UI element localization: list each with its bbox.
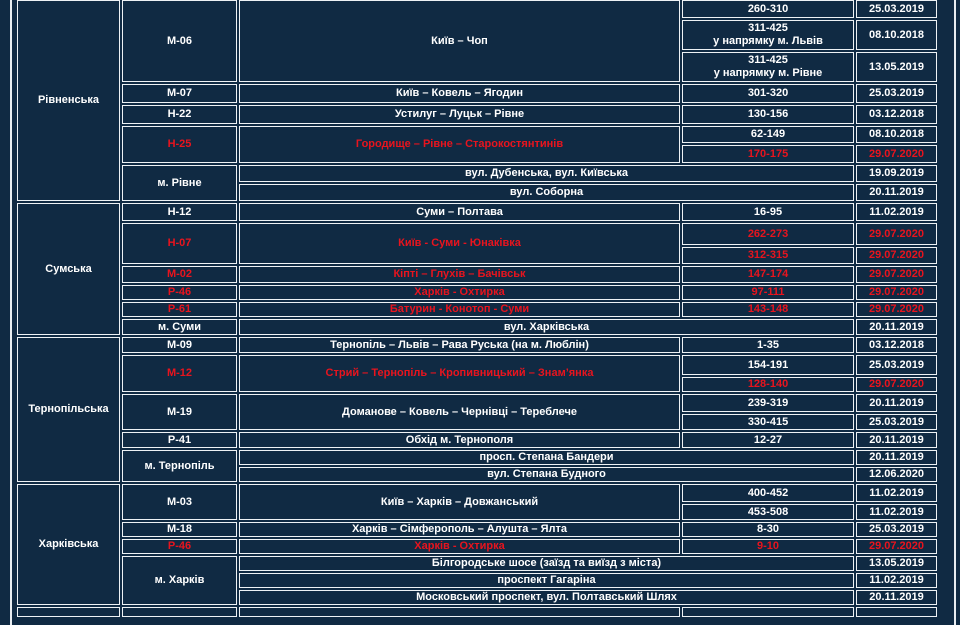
road-code-cell: Н-07	[122, 223, 237, 264]
road-name-cell: Кіпті – Глухів – Бачівськ	[239, 266, 680, 283]
date-cell: 29.07.2020	[856, 247, 937, 264]
table-row-next-section-cutoff	[17, 607, 937, 617]
km-cell	[682, 337, 854, 353]
km-range: 12-27	[753, 433, 783, 446]
date-cell: 20.11.2019	[856, 184, 937, 201]
date-cell: 03.12.2018	[856, 105, 937, 124]
km-range: 262-273	[747, 227, 789, 240]
date-cell: 25.03.2019	[856, 355, 937, 375]
street-name-cell: вул. Харківська	[239, 319, 854, 335]
km-cell	[682, 247, 854, 264]
road-code-cell: М-09	[122, 337, 237, 353]
table-row	[17, 266, 937, 283]
table-row	[17, 105, 937, 124]
km-cell	[682, 145, 854, 163]
km-cell	[682, 432, 854, 448]
km-direction-note: у напрямку м. Рівне	[713, 67, 823, 79]
road-name-cell: Київ – Чоп	[239, 0, 680, 82]
date-cell: 08.10.2018	[856, 20, 937, 50]
table-row	[17, 203, 937, 221]
road-code-cell: Р-61	[122, 302, 237, 317]
km-range: 9-10	[756, 540, 780, 552]
date-cell: 29.07.2020	[856, 223, 937, 245]
km-range: 154-191	[747, 358, 789, 371]
km-cell	[682, 126, 854, 143]
street-name-cell: Білгородське шосе (заїзд та виїзд з міста)	[239, 556, 854, 571]
table-row	[17, 126, 937, 143]
km-range: 453-508	[747, 505, 789, 518]
road-code-cell: М-06	[122, 0, 237, 82]
road-code-cell: м. Суми	[122, 319, 237, 335]
km-cell	[682, 84, 854, 103]
date-cell: 29.07.2020	[856, 145, 937, 163]
table-row	[17, 337, 937, 353]
road-code-cell: Р-46	[122, 539, 237, 554]
km-range: 260-310	[747, 2, 789, 15]
region-cell: Тернопільська	[17, 337, 120, 482]
date-cell: 12.06.2020	[856, 467, 937, 482]
road-name-cell: Городище – Рівне – Старокостянтинів	[239, 126, 680, 163]
km-cell	[682, 52, 854, 82]
date-cell: 20.11.2019	[856, 432, 937, 448]
date-cell: 03.12.2018	[856, 337, 937, 353]
km-cell	[682, 539, 854, 554]
table-row	[17, 450, 937, 465]
km-range: 400-452	[747, 486, 789, 499]
km-cell	[682, 607, 854, 617]
table-row	[17, 394, 937, 412]
km-range: 170-175	[747, 147, 789, 160]
km-cell	[682, 302, 854, 317]
road-name-cell: Харків - Охтирка	[239, 539, 680, 554]
km-range: 1-35	[756, 338, 780, 351]
km-range: 128-140	[747, 378, 789, 391]
km-cell	[682, 414, 854, 430]
region-cell	[17, 607, 120, 617]
km-direction-note: у напрямку м. Львів	[713, 35, 823, 47]
road-code-cell: М-03	[122, 484, 237, 520]
street-name-cell: проспект Гагаріна	[239, 573, 854, 588]
road-code-cell: м. Харків	[122, 556, 237, 605]
road-name-cell: Харків - Охтирка	[239, 285, 680, 300]
date-cell: 29.07.2020	[856, 266, 937, 283]
km-range: 8-30	[756, 523, 780, 536]
road-code-cell: м. Рівне	[122, 165, 237, 201]
road-name-cell: Київ - Суми - Юнаківка	[239, 223, 680, 264]
date-cell: 13.05.2019	[856, 556, 937, 571]
km-cell	[682, 394, 854, 412]
date-cell: 11.02.2019	[856, 484, 937, 502]
km-range: 16-95	[753, 205, 783, 218]
date-cell: 29.07.2020	[856, 377, 937, 392]
road-name-cell: Доманове – Ковель – Чернівці – Тереблече	[239, 394, 680, 430]
road-code-cell: М-12	[122, 355, 237, 392]
date-cell: 20.11.2019	[856, 319, 937, 335]
road-code-cell: Н-22	[122, 105, 237, 124]
table-row	[17, 165, 937, 182]
road-name-cell: Суми – Полтава	[239, 203, 680, 221]
km-range: 97-111	[751, 286, 785, 299]
road-name-cell: Обхід м. Тернополя	[239, 432, 680, 448]
km-range: 330-415	[747, 415, 789, 428]
street-name-cell: просп. Степана Бандери	[239, 450, 854, 465]
table-row	[17, 285, 937, 300]
km-cell	[682, 522, 854, 537]
date-cell: 25.03.2019	[856, 414, 937, 430]
region-cell: Харківська	[17, 484, 120, 605]
km-cell	[682, 105, 854, 124]
date-cell: 11.02.2019	[856, 573, 937, 588]
date-cell: 29.07.2020	[856, 285, 937, 300]
km-range: 311-425	[748, 54, 788, 67]
table-row	[17, 484, 937, 502]
table-row	[17, 355, 937, 375]
street-name-cell: вул. Степана Будного	[239, 467, 854, 482]
km-range: 147-174	[747, 268, 789, 281]
km-range: 130-156	[747, 108, 789, 121]
road-code-cell: М-19	[122, 394, 237, 430]
km-range: 312-315	[747, 249, 789, 262]
table-outer-border-right	[954, 0, 956, 625]
street-name-cell: вул. Дубенська, вул. Київська	[239, 165, 854, 182]
km-cell	[682, 285, 854, 300]
date-cell: 29.07.2020	[856, 539, 937, 554]
road-name-cell: Батурин - Конотоп - Суми	[239, 302, 680, 317]
table-row	[17, 432, 937, 448]
date-cell: 20.11.2019	[856, 590, 937, 605]
date-cell: 13.05.2019	[856, 52, 937, 82]
road-name-cell	[239, 607, 680, 617]
roads-table-body	[17, 0, 937, 617]
date-cell: 25.03.2019	[856, 522, 937, 537]
road-code-cell: М-07	[122, 84, 237, 103]
road-name-cell: Тернопіль – Львів – Рава Руська (на м. Люблін)	[239, 337, 680, 353]
km-cell	[682, 0, 854, 18]
table-row	[17, 556, 937, 571]
table-outer-border-left	[10, 0, 12, 625]
km-cell	[682, 355, 854, 375]
road-name-cell: Стрий – Тернопіль – Кропивницький – Знам’янка	[239, 355, 680, 392]
date-cell: 08.10.2018	[856, 126, 937, 143]
date-cell: 20.11.2019	[856, 394, 937, 412]
date-cell: 20.11.2019	[856, 450, 937, 465]
table-row	[17, 223, 937, 245]
street-name-cell: Московський проспект, вул. Полтавський Шлях	[239, 590, 854, 605]
road-code-cell: Н-25	[122, 126, 237, 163]
road-code-cell: м. Тернопіль	[122, 450, 237, 482]
date-cell: 25.03.2019	[856, 0, 937, 18]
road-code-cell: Н-12	[122, 203, 237, 221]
road-code-cell: М-02	[122, 266, 237, 283]
km-range: 62-149	[750, 128, 786, 141]
date-cell: 11.02.2019	[856, 203, 937, 221]
km-cell	[682, 484, 854, 502]
km-range: 143-148	[747, 303, 789, 316]
km-range: 239-319	[747, 396, 789, 409]
road-name-cell: Київ – Харків – Довжанський	[239, 484, 680, 520]
road-code-cell: Р-41	[122, 432, 237, 448]
road-code-cell	[122, 607, 237, 617]
km-range: 301-320	[747, 87, 789, 100]
km-cell	[682, 377, 854, 392]
km-cell	[682, 504, 854, 520]
region-cell: Сумська	[17, 203, 120, 335]
date-cell: 29.07.2020	[856, 302, 937, 317]
date-cell: 19.09.2019	[856, 165, 937, 182]
date-cell: 25.03.2019	[856, 84, 937, 103]
road-name-cell: Київ – Ковель – Ягодин	[239, 84, 680, 103]
table-row	[17, 522, 937, 537]
road-code-cell: М-18	[122, 522, 237, 537]
km-cell	[682, 223, 854, 245]
km-cell	[682, 20, 854, 50]
road-name-cell: Устилуг – Луцьк – Рівне	[239, 105, 680, 124]
road-repairs-table	[15, 0, 939, 619]
km-cell	[682, 266, 854, 283]
km-range: 311-425	[748, 22, 788, 35]
km-cell	[682, 203, 854, 221]
table-row	[17, 319, 937, 335]
table-row	[17, 302, 937, 317]
date-cell	[856, 607, 937, 617]
road-name-cell: Харків – Сімферополь – Алушта – Ялта	[239, 522, 680, 537]
table-row	[17, 0, 937, 18]
table-row	[17, 84, 937, 103]
road-code-cell: Р-46	[122, 285, 237, 300]
date-cell: 11.02.2019	[856, 504, 937, 520]
table-row	[17, 539, 937, 554]
street-name-cell: вул. Соборна	[239, 184, 854, 201]
region-cell: Рівненська	[17, 0, 120, 201]
